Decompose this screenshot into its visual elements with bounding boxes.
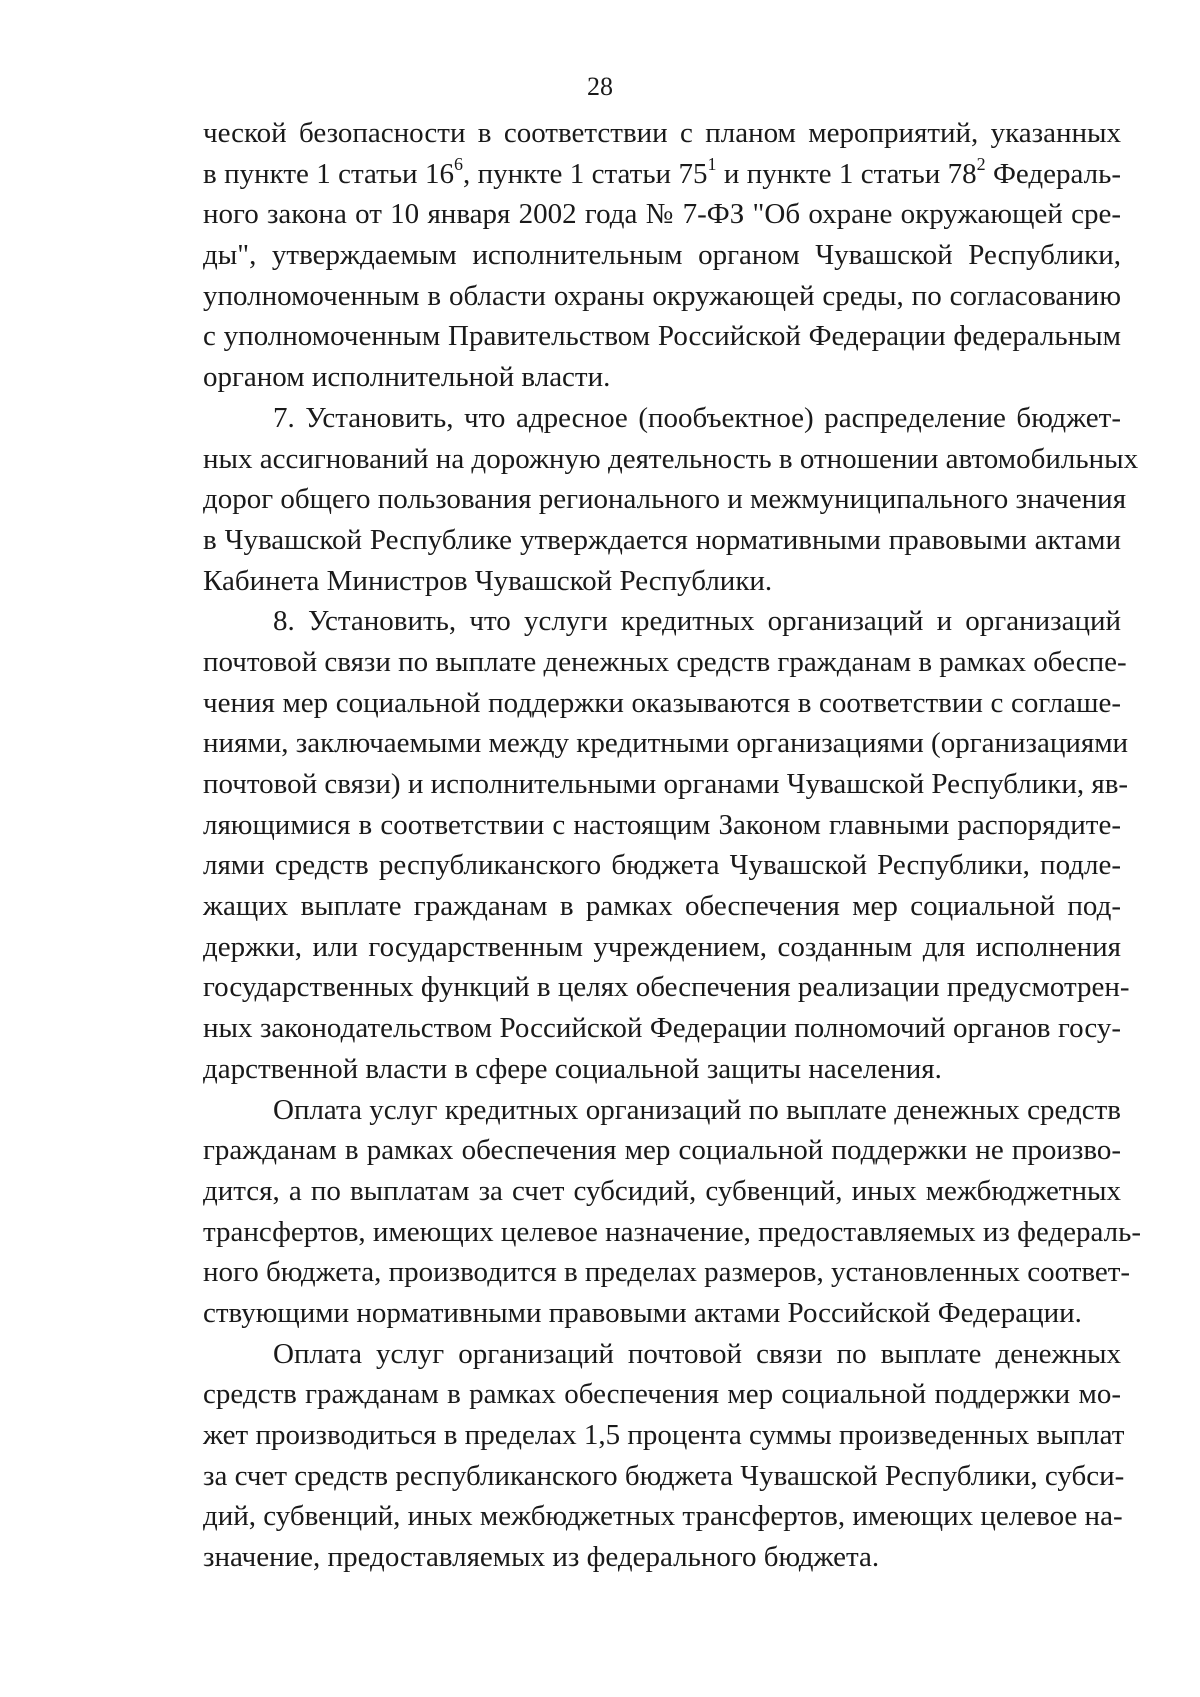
text-line: ного закона от 10 января 2002 года № 7-ФЗ "Об охране окружающей сре-: [203, 198, 1121, 231]
text-line: почтовой связи) и исполнительными органами Чувашской Республики, яв-: [203, 768, 1129, 800]
paragraph: [203, 1090, 1142, 1334]
text-line: дорог общего пользования регионального и межмуниципального значения: [203, 483, 1127, 516]
text-line: дий, субвенций, иных межбюджетных трансфертов, имеющих целевое на-: [203, 1500, 1123, 1533]
text-line: ствующими нормативными правовыми актами Российской Федерации.: [203, 1296, 1082, 1329]
superscript: 1: [707, 154, 717, 175]
text-line: трансфертов, имеющих целевое назначение, предоставляемых из федераль-: [203, 1215, 1142, 1248]
text-line: Оплата услуг организаций почтовой связи по выплате денежных: [273, 1337, 1121, 1370]
text-line: дится, а по выплатам за счет субсидий, субвенций, иных межбюджетных: [203, 1174, 1121, 1207]
text-line: ного бюджета, производится в пределах размеров, установленных соответ-: [203, 1256, 1131, 1289]
text-line: Кабинета Министров Чувашской Республики.: [203, 564, 773, 597]
text-line: жет производиться в пределах 1,5 процента суммы произведенных выплат: [203, 1419, 1125, 1451]
text-line: ляющимися в соответствии с настоящим Законом главными распорядите-: [203, 808, 1121, 841]
superscript: 2: [976, 154, 986, 175]
text-line: жащих выплате гражданам в рамках обеспечения мер социальной под-: [203, 890, 1121, 923]
paragraph: [203, 601, 1130, 1089]
page-number: 28: [587, 72, 613, 101]
text-line: в пункте 1 статьи $16^6$, пункте 1 статьи $75^1$ и пункте 1 статьи $78^2$ Федераль-: [203, 154, 1121, 190]
text-line: значение, предоставляемых из федерального бюджета.: [203, 1541, 880, 1574]
text-line: почтовой связи по выплате денежных средств гражданам в рамках обеспе-: [203, 645, 1127, 678]
text-line: органом исполнительной власти.: [203, 361, 611, 394]
paragraph: [203, 113, 1121, 398]
text-line: лями средств республиканского бюджета Чувашской Республики, подле-: [203, 849, 1121, 882]
paragraph: [203, 1334, 1125, 1578]
text-line: за счет средств республиканского бюджета Чувашской Республики, субси-: [203, 1459, 1125, 1492]
text-line: ческой безопасности в соответствии с планом мероприятий, указанных: [203, 117, 1121, 149]
text-line: Оплата услуг кредитных организаций по выплате денежных средств: [273, 1093, 1121, 1126]
text-line: чения мер социальной поддержки оказываются в соответствии с соглаше-: [203, 686, 1121, 719]
text-line: в Чувашской Республике утверждается нормативными правовыми актами: [203, 523, 1121, 556]
text-line: средств гражданам в рамках обеспечения мер социальной поддержки мо-: [203, 1378, 1121, 1411]
text-line: гражданам в рамках обеспечения мер социальной поддержки не произво-: [203, 1134, 1121, 1167]
text-line: ных законодательством Российской Федерации полномочий органов госу-: [203, 1012, 1121, 1045]
text-line: 8. Установить, что услуги кредитных организаций и организаций: [273, 605, 1121, 638]
text-line: государственных функций в целях обеспечения реализации предусмотрен-: [203, 971, 1130, 1004]
text-line: ды", утверждаемым исполнительным органом Чувашской Республики,: [203, 239, 1121, 272]
text-line: с уполномоченным Правительством Российской Федерации федеральным: [203, 320, 1121, 353]
text-line: дарственной власти в сфере социальной защиты населения.: [203, 1052, 942, 1085]
text-line: ных ассигнований на дорожную деятельность в отношении автомобильных: [203, 442, 1139, 475]
document-body: [203, 113, 1142, 1578]
text-line: держки, или государственным учреждением, созданным для исполнения: [203, 930, 1121, 963]
text-line: ниями, заключаемыми между кредитными организациями (организациями: [203, 727, 1129, 760]
text-line: 7. Установить, что адресное (пообъектное) распределение бюджет-: [273, 401, 1121, 434]
paragraph: [203, 398, 1139, 601]
text-line: уполномоченным в области охраны окружающей среды, по согласованию: [203, 279, 1121, 312]
superscript: 6: [453, 154, 463, 175]
